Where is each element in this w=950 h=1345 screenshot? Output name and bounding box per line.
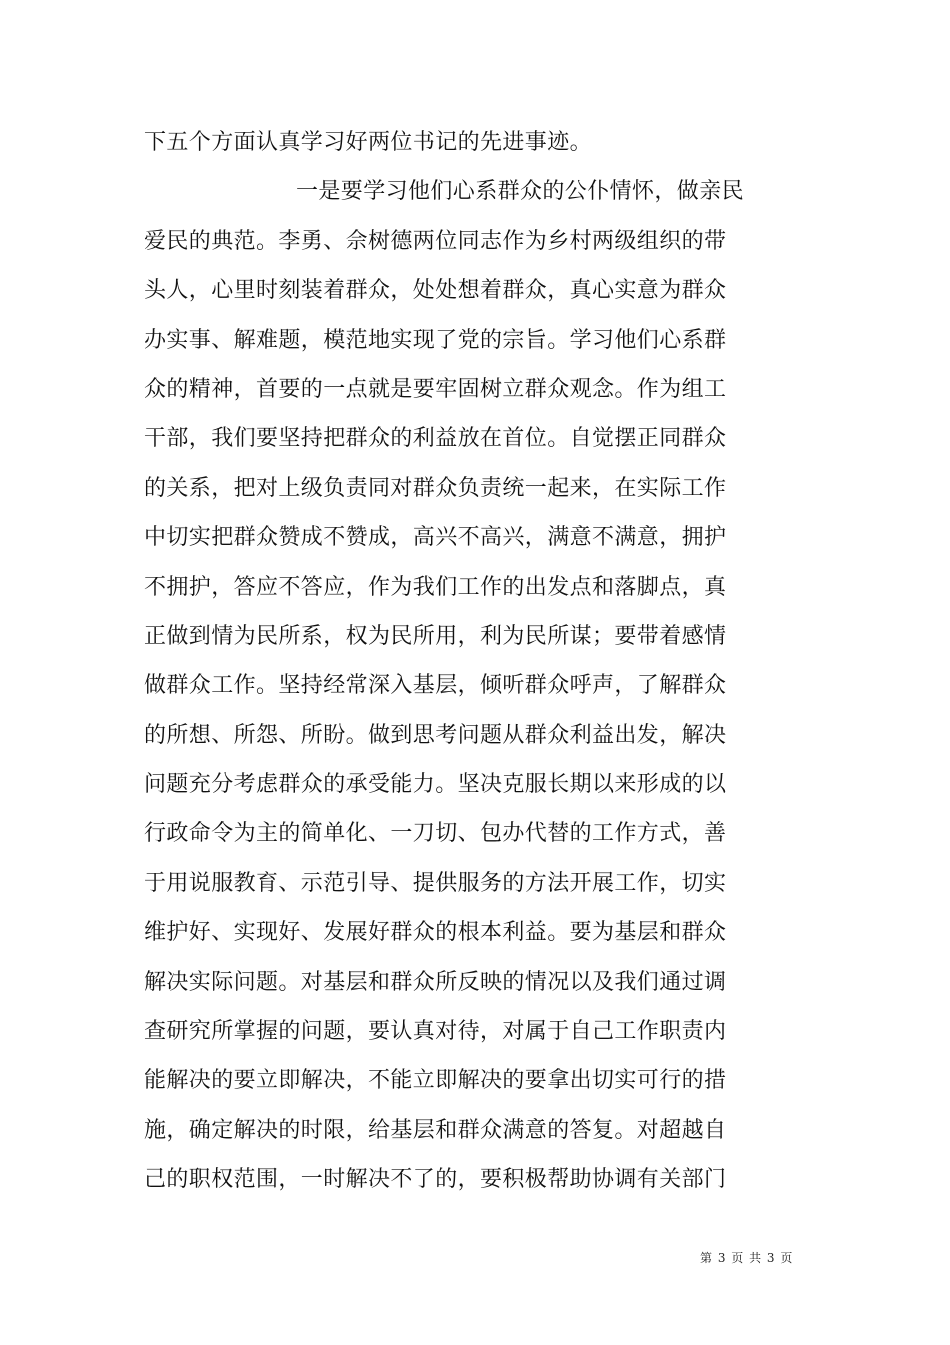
text-line: 正做到情为民所系，权为民所用，利为民所谋；要带着感情 (144, 623, 727, 649)
text-line: 众的精神，首要的一点就是要牢固树立群众观念。作为组工 (144, 376, 727, 402)
page-number-footer: 第 3 页 共 3 页 (700, 1251, 794, 1265)
text-line: 不拥护，答应不答应，作为我们工作的出发点和落脚点，真 (144, 574, 727, 600)
document-body (144, 118, 764, 1205)
text-line: 问题充分考虑群众的承受能力。坚决克服长期以来形成的以 (144, 772, 727, 798)
text-line: 的关系，把对上级负责同对群众负责统一起来，在实际工作 (144, 475, 727, 501)
text-line: 能解决的要立即解决，不能立即解决的要拿出切实可行的措 (144, 1068, 727, 1094)
text-line: 做群众工作。坚持经常深入基层，倾听群众呼声，了解群众 (144, 673, 727, 699)
text-line: 查研究所掌握的问题，要认真对待，对属于自己工作职责内 (144, 1019, 727, 1045)
text-line: 行政命令为主的简单化、一刀切、包办代替的工作方式，善 (144, 821, 727, 847)
text-line: 中切实把群众赞成不赞成，高兴不高兴，满意不满意，拥护 (144, 525, 727, 551)
text-line: 干部，我们要坚持把群众的利益放在首位。自觉摆正同群众 (144, 426, 727, 452)
text-line: 解决实际问题。对基层和群众所反映的情况以及我们通过调 (144, 969, 727, 995)
text-line: 的所想、所怨、所盼。做到思考问题从群众利益出发，解决 (144, 722, 727, 748)
text-line: 下五个方面认真学习好两位书记的先进事迹。 (144, 130, 593, 155)
text-line: 头人，心里时刻装着群众，处处想着群众，真心实意为群众 (144, 278, 727, 304)
text-line-paragraph-start: 一是要学习他们心系群众的公仆情怀，做亲民 (296, 179, 745, 205)
text-line: 己的职权范围，一时解决不了的，要积极帮助协调有关部门 (144, 1167, 727, 1193)
text-line: 施，确定解决的时限，给基层和群众满意的答复。对超越自 (144, 1117, 727, 1143)
text-line: 于用说服教育、示范引导、提供服务的方法开展工作，切实 (144, 870, 727, 896)
text-line: 爱民的典范。李勇、佘树德两位同志作为乡村两级组织的带 (144, 228, 727, 254)
text-line: 维护好、实现好、发展好群众的根本利益。要为基层和群众 (144, 920, 727, 946)
text-line: 办实事、解难题，模范地实现了党的宗旨。学习他们心系群 (144, 327, 727, 353)
